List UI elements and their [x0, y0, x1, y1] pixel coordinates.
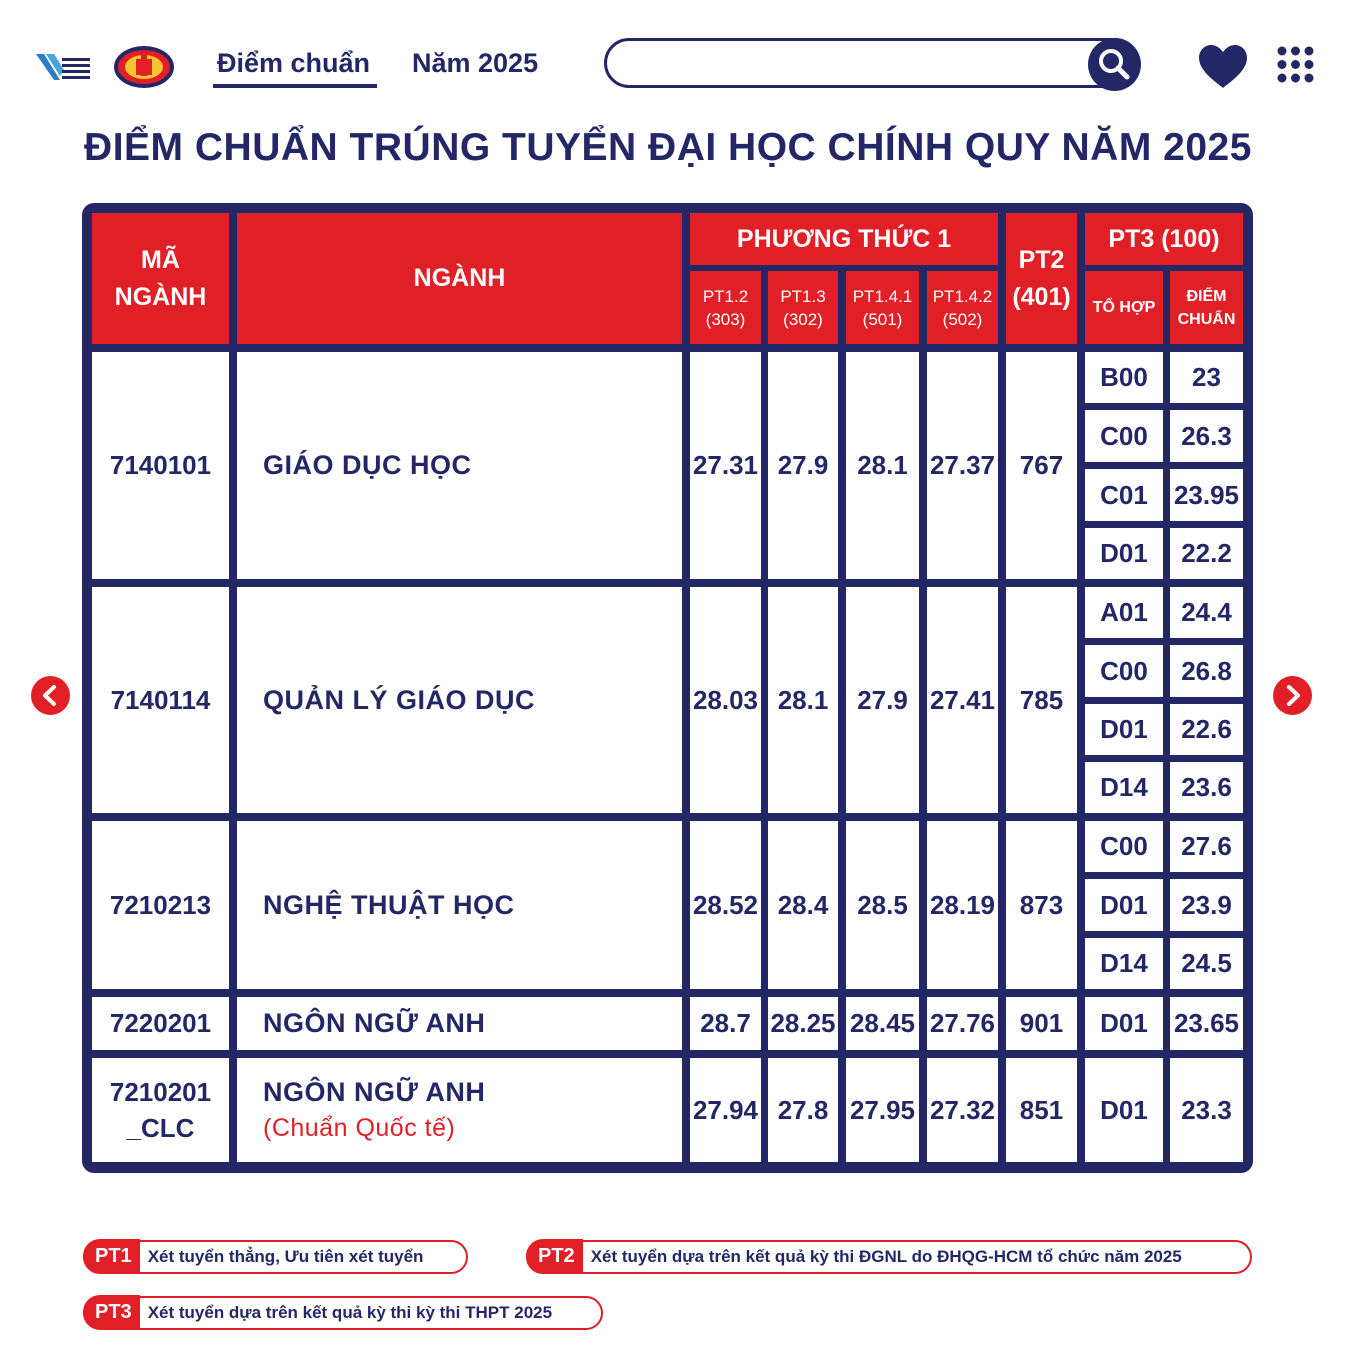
header-pt2	[1006, 213, 1077, 344]
row-code: 7140101	[109, 450, 212, 480]
search-input[interactable]	[627, 47, 1071, 83]
next-button[interactable]	[1273, 676, 1312, 715]
header-pt1-4-2	[927, 271, 998, 344]
score-value: 27.31	[692, 450, 759, 480]
table-cell-pt1-4-2	[927, 997, 998, 1050]
table-cell-pt1-3	[768, 587, 838, 813]
table-cell-pt1-4-1	[846, 821, 919, 989]
score-value: 28.19	[929, 889, 996, 920]
table-cell-pt1-2	[690, 997, 761, 1050]
legend-badge: PT1	[83, 1239, 140, 1273]
table-cell-pt1-4-2	[927, 587, 998, 813]
row-code: 7220201	[109, 1008, 212, 1038]
score-value: 27.9	[857, 684, 908, 715]
header-pt3-combo	[1085, 271, 1163, 344]
table-row-major	[237, 587, 682, 813]
header-pt1	[690, 213, 998, 265]
combo-code: D01	[1100, 538, 1148, 568]
combo-code: D01	[1100, 714, 1148, 744]
table-row-code	[92, 587, 229, 813]
combo-code: B00	[1100, 362, 1148, 392]
table-cell-combo	[1085, 645, 1163, 697]
score-value: 28.5	[857, 889, 908, 920]
header-pt3-score-label: ĐIỂM CHUẨN	[1177, 287, 1236, 328]
table-cell-pt1-4-1	[846, 352, 919, 579]
table-cell-combo	[1085, 997, 1163, 1050]
table-row-major	[237, 352, 682, 579]
ministry-logo-icon	[34, 50, 92, 86]
score-value: 28.25	[770, 1008, 836, 1038]
score-value: 23.9	[1181, 889, 1232, 920]
score-value: 901	[1019, 1008, 1064, 1038]
legend-pt3	[83, 1296, 603, 1330]
header-pt3-combo-label: TỔ HỢP	[1092, 298, 1156, 316]
table-cell-pt1-3	[768, 997, 838, 1050]
chevron-right-icon	[1273, 676, 1312, 715]
header-major	[237, 213, 682, 344]
score-value: 28.1	[777, 684, 829, 715]
tab-nam-2025[interactable]: Năm 2025	[412, 48, 539, 78]
header-pt1-2	[690, 271, 761, 344]
score-value: 28.45	[849, 1008, 916, 1038]
header-major-label: NGÀNH	[413, 264, 506, 292]
score-value: 24.4	[1181, 597, 1232, 627]
table-cell-pt1-2	[690, 821, 761, 989]
score-value: 27.9	[777, 450, 829, 480]
combo-code: C01	[1100, 479, 1148, 510]
row-major-name: GIÁO DỤC HỌC	[263, 450, 472, 480]
score-value: 27.94	[692, 1094, 759, 1125]
header-pt2-num: (401)	[1012, 282, 1071, 311]
score-value: 27.32	[929, 1094, 996, 1125]
score-value: 873	[1019, 889, 1064, 920]
row-major-name: NGÔN NGỮ ANH	[263, 1077, 486, 1107]
table-cell-combo-score	[1170, 821, 1243, 872]
score-value: 27.41	[929, 684, 996, 715]
table-cell-combo-score	[1170, 469, 1243, 521]
tab-diem-chuan[interactable]: Điểm chuẩn	[217, 48, 371, 78]
table-cell-combo	[1085, 587, 1163, 638]
table-cell-combo-score	[1170, 997, 1243, 1050]
table-row-code	[92, 997, 229, 1050]
table-cell-combo-score	[1170, 938, 1243, 989]
legend-text: Xét tuyển dựa trên kết quả kỳ thi kỳ thi THPT 2025	[147, 1303, 553, 1322]
score-value: 23	[1192, 362, 1221, 392]
combo-code: D14	[1100, 772, 1148, 802]
combo-code: D01	[1100, 1008, 1148, 1038]
search-icon	[1088, 38, 1141, 91]
chevron-left-icon	[31, 676, 70, 715]
search-button[interactable]	[1088, 38, 1141, 91]
apps-grid-icon[interactable]	[1277, 46, 1314, 83]
table-cell-pt1-3	[768, 821, 838, 989]
score-value: 28.03	[692, 684, 759, 715]
table-cell-combo	[1085, 762, 1163, 813]
table-cell-pt1-4-2	[927, 1058, 998, 1162]
table-cell-combo-score	[1170, 410, 1243, 462]
table-cell-combo-score	[1170, 879, 1243, 931]
table-cell-pt1-4-1	[846, 1058, 919, 1162]
table-cell-pt2	[1006, 1058, 1077, 1162]
table-cell-combo-score	[1170, 645, 1243, 697]
table-cell-pt1-2	[690, 352, 761, 579]
search-box	[604, 38, 1140, 88]
table-cell-pt1-2	[690, 1058, 761, 1162]
table-row-code	[92, 821, 229, 989]
legend-text: Xét tuyển thẳng, Ưu tiên xét tuyển	[147, 1247, 424, 1266]
table-cell-combo	[1085, 821, 1163, 872]
score-value: 27.76	[929, 1008, 996, 1038]
legend-pt1	[83, 1240, 468, 1274]
table-row-major	[237, 997, 682, 1050]
table-cell-pt1-4-2	[927, 821, 998, 989]
table-cell-pt2	[1006, 997, 1077, 1050]
header-pt1-3	[768, 271, 838, 344]
score-value: 767	[1019, 450, 1064, 480]
row-major-name: NGÔN NGỮ ANH	[263, 1008, 486, 1038]
table-cell-pt1-4-1	[846, 587, 919, 813]
combo-code: D01	[1100, 889, 1148, 920]
header-pt1-4-1-code: PT1.4.1	[852, 286, 913, 306]
score-value: 27.37	[929, 450, 996, 480]
table-cell-combo-score	[1170, 704, 1243, 755]
score-table	[82, 203, 1253, 1173]
table-cell-combo	[1085, 704, 1163, 755]
table-cell-combo	[1085, 528, 1163, 579]
table-cell-pt1-4-1	[846, 997, 919, 1050]
header-pt1-4-2-code: PT1.4.2	[932, 286, 993, 306]
header-pt1-2-num: (303)	[705, 309, 746, 329]
table-cell-combo	[1085, 879, 1163, 931]
score-value: 28.7	[700, 1008, 751, 1038]
score-value: 23.95	[1173, 479, 1240, 510]
table-cell-pt2	[1006, 821, 1077, 989]
score-value: 22.2	[1181, 538, 1232, 568]
table-cell-combo	[1085, 469, 1163, 521]
combo-code: D14	[1100, 948, 1148, 978]
heart-icon[interactable]	[1197, 44, 1249, 90]
header-code	[92, 213, 229, 344]
combo-code: D01	[1100, 1094, 1148, 1125]
header-pt1-label: PHƯƠNG THỨC 1	[736, 224, 952, 253]
header-code-label: MÃ NGÀNH	[114, 245, 207, 311]
header-pt3	[1085, 213, 1243, 265]
combo-code: C00	[1100, 831, 1148, 861]
score-value: 851	[1019, 1094, 1064, 1125]
page-title: ĐIỂM CHUẨN TRÚNG TUYỂN ĐẠI HỌC CHÍNH QUY NĂM 2025	[84, 126, 1252, 169]
score-value: 27.8	[777, 1094, 829, 1125]
table-cell-pt1-4-2	[927, 352, 998, 579]
legend-text: Xét tuyển dựa trên kết quả kỳ thi ĐGNL do ĐHQG-HCM tổ chức năm 2025	[590, 1247, 1182, 1266]
table-cell-pt2	[1006, 352, 1077, 579]
row-major-name: QUẢN LÝ GIÁO DỤC	[263, 684, 536, 715]
combo-code: C00	[1100, 655, 1148, 686]
table-cell-pt2	[1006, 587, 1077, 813]
table-cell-combo	[1085, 938, 1163, 989]
score-value: 28.52	[692, 889, 759, 920]
row-code: 7210213	[109, 889, 212, 920]
table-cell-pt1-3	[768, 1058, 838, 1162]
score-value: 23.3	[1181, 1094, 1232, 1125]
table-cell-pt1-3	[768, 352, 838, 579]
table-row-code	[92, 352, 229, 579]
table-cell-combo	[1085, 1058, 1163, 1162]
table-cell-combo-score	[1170, 528, 1243, 579]
legend-pt2	[526, 1240, 1252, 1274]
header-pt1-2-code: PT1.2	[702, 286, 749, 306]
university-emblem-icon	[112, 44, 176, 90]
score-value: 28.4	[777, 889, 829, 920]
header-pt2-label: PT2	[1018, 245, 1065, 274]
score-value: 22.6	[1181, 714, 1232, 744]
header-pt1-4-1-num: (501)	[862, 309, 903, 329]
score-value: 28.1	[857, 450, 908, 480]
row-code: 7140114	[110, 684, 211, 715]
table-cell-combo-score	[1170, 1058, 1243, 1162]
header-pt1-4-2-num: (502)	[942, 309, 983, 329]
table-cell-combo	[1085, 410, 1163, 462]
table-cell-combo-score	[1170, 587, 1243, 638]
legend-badge: PT2	[526, 1239, 583, 1273]
score-value: 26.8	[1181, 655, 1232, 686]
table-cell-combo-score	[1170, 352, 1243, 403]
row-code: 7210201 _CLC	[109, 1077, 212, 1143]
table-row-major	[237, 821, 682, 989]
row-major-name: NGHỆ THUẬT HỌC	[263, 889, 515, 920]
table-row-code	[92, 1058, 229, 1162]
legend-badge: PT3	[83, 1295, 140, 1329]
score-value: 785	[1019, 684, 1064, 715]
table-cell-combo-score	[1170, 762, 1243, 813]
score-value: 26.3	[1181, 420, 1232, 451]
combo-code: A01	[1100, 597, 1148, 627]
table-cell-combo	[1085, 352, 1163, 403]
active-tab-underline	[213, 84, 377, 88]
header-pt1-4-1	[846, 271, 919, 344]
score-value: 24.5	[1181, 948, 1232, 978]
header-pt1-3-code: PT1.3	[780, 286, 826, 306]
table-row-major	[237, 1058, 682, 1162]
score-value: 23.6	[1181, 772, 1232, 802]
prev-button[interactable]	[31, 676, 70, 715]
row-major-note: (Chuẩn Quốc tế)	[263, 1114, 456, 1142]
score-value: 23.65	[1173, 1008, 1240, 1038]
header-pt1-3-num: (302)	[783, 309, 823, 329]
score-value: 27.6	[1181, 831, 1232, 861]
score-value: 27.95	[849, 1094, 916, 1125]
table-cell-pt1-2	[690, 587, 761, 813]
combo-code: C00	[1100, 420, 1148, 451]
header-pt3-label: PT3 (100)	[1108, 224, 1220, 253]
header-pt3-score	[1170, 271, 1243, 344]
